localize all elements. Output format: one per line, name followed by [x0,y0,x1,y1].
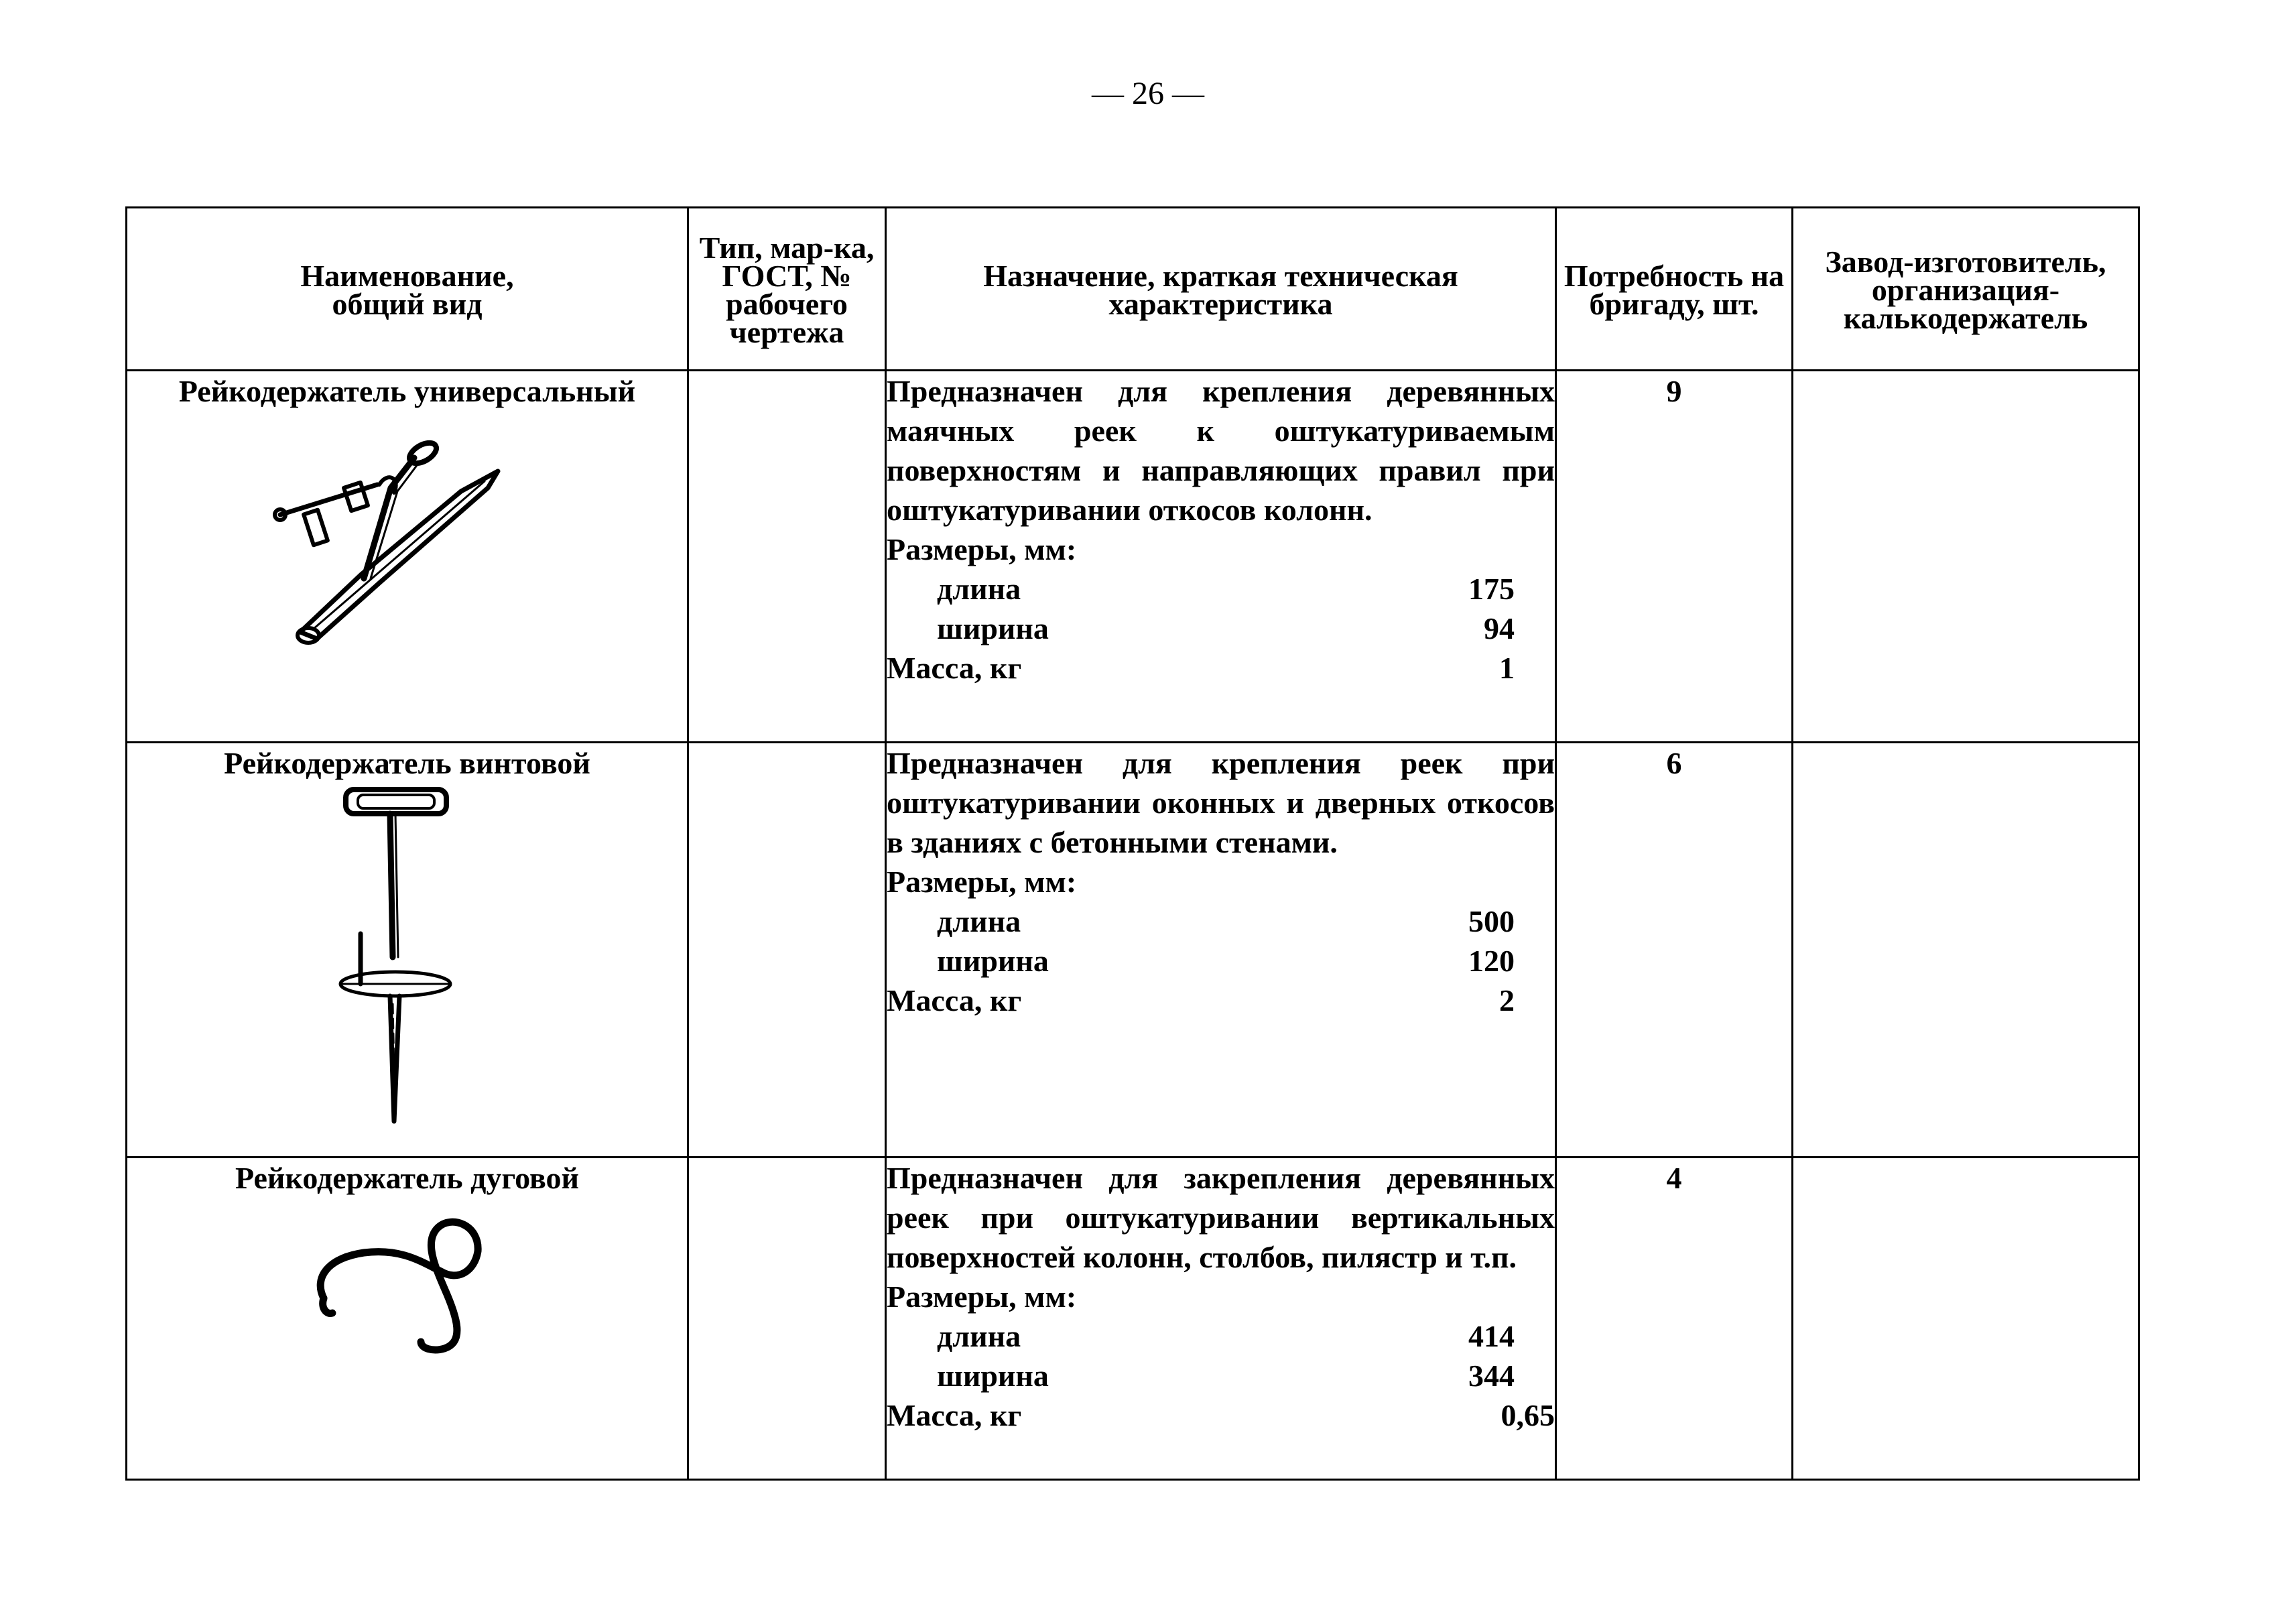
cell-type [688,743,886,1158]
header-maker [1793,208,2139,371]
mass-label: Масса, кг [887,651,1022,685]
cell-name [127,1158,688,1480]
header-need [1556,208,1793,371]
table-row [127,1158,2139,1480]
length-row [887,569,1555,609]
dims-title: Размеры, мм: [887,1280,1077,1314]
tools-table [125,206,2140,1481]
dims-title: Размеры, мм: [887,865,1077,899]
header-need-text: Потребность на бригаду, шт. [1564,259,1785,321]
width-label: ширина [937,611,1049,645]
arc-rail-holder-drawing [300,1198,515,1372]
header-purpose-text: Назначение, краткая техническая характеристика [983,259,1458,321]
cell-type [688,371,886,743]
header-type [688,208,886,371]
width-label: ширина [937,944,1049,978]
header-purpose [886,208,1556,371]
purpose-text: Предназначен для крепления деревянных маячных реек к оштукатуриваемым поверхностям и направляющих правил при оштукатуривании откосов колонн. [887,374,1555,527]
cell-purpose [886,371,1556,743]
table-row [127,743,2139,1158]
table-row [127,371,2139,743]
width-value: 94 [1484,611,1515,645]
mass-row [887,648,1555,688]
cell-type [688,1158,886,1480]
header-name-text: Наименование, общий вид [300,259,514,321]
length-row [887,901,1555,941]
cell-maker [1793,743,2139,1158]
header-row [127,208,2139,371]
header-name [127,208,688,371]
page-number: — 26 — [1092,76,1204,111]
cell-name [127,743,688,1158]
mass-row [887,981,1555,1020]
width-row [887,1356,1555,1395]
screw-rail-holder-drawing [320,783,495,1131]
cell-maker [1793,1158,2139,1480]
header-type-text: Тип, мар-ка, ГОСТ, № рабочего чертежа [699,231,875,349]
purpose-text: Предназначен для закрепления деревянных реек при оштукатуривании вертикальных поверхностей колонн, столбов, пилястр и т.п. [887,1161,1555,1274]
length-label: длина [937,904,1021,938]
mass-value: 2 [1499,983,1515,1017]
cell-need: 9 [1556,371,1793,743]
cell-need: 4 [1556,1158,1793,1480]
length-value: 414 [1468,1319,1515,1353]
mass-label: Масса, кг [887,983,1022,1017]
tool-name: Рейкодержатель универсальный [178,374,636,408]
cell-purpose [886,743,1556,1158]
width-value: 344 [1468,1359,1515,1393]
mass-value: 1 [1499,651,1515,685]
purpose-text: Предназначен для крепления реек при оштукатуривании оконных и дверных откосов в зданиях с бетонными стенами. [887,746,1555,859]
width-label: ширина [937,1359,1049,1393]
header-maker-text: Завод-изготовитель, организация-калькодержатель [1825,245,2106,335]
length-label: длина [937,572,1021,606]
tool-name: Рейкодержатель винтовой [224,746,590,780]
cell-maker [1793,371,2139,743]
length-value: 500 [1468,904,1515,938]
dims-title: Размеры, мм: [887,532,1077,566]
mass-label: Масса, кг [887,1398,1022,1432]
width-value: 120 [1468,944,1515,978]
cell-name [127,371,688,743]
cell-purpose [886,1158,1556,1480]
tool-name: Рейкодержатель дуговой [235,1161,579,1195]
mass-row [887,1395,1555,1435]
length-row [887,1316,1555,1356]
width-row [887,941,1555,981]
width-row [887,609,1555,648]
cell-need: 6 [1556,743,1793,1158]
length-label: длина [937,1319,1021,1353]
length-value: 175 [1468,572,1515,606]
mass-value: 0,65 [1501,1398,1555,1432]
universal-rail-holder-drawing [260,411,555,652]
